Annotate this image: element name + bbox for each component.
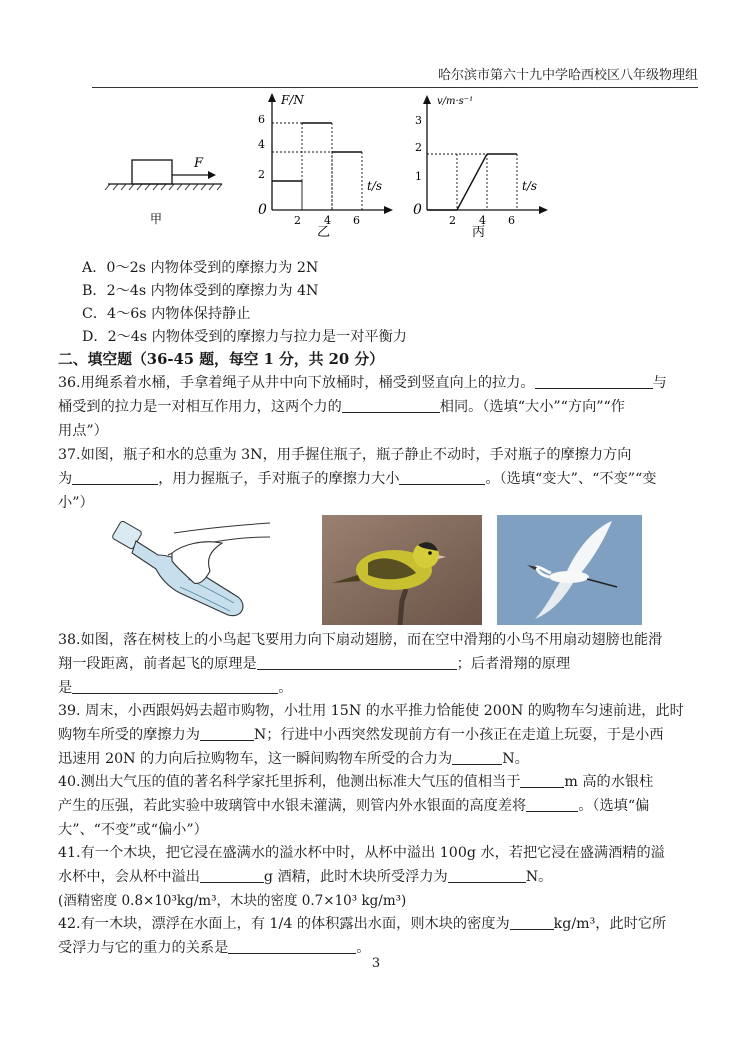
q38-blank2[interactable] — [72, 678, 278, 694]
y-tick-4: 4 — [258, 138, 265, 151]
q40-line3: 大”、“不变”或“偏小”） — [58, 822, 208, 838]
y-axis-label: F/N — [281, 93, 304, 107]
q39-line1: 39. 周末，小西跟妈妈去超市购物，小壮用 15N 的水平推力恰能使 200N 的购物车匀速前进，此时 — [58, 703, 684, 719]
q37-line2: 为 ，用力握瓶子，手对瓶子的摩擦力大小 。（选填“变大”、“不变”“变 — [58, 471, 657, 487]
q41-blank1[interactable] — [200, 867, 264, 883]
q36-line1: 36.用绳系着水桶，手拿着绳子从井中向下放桶时，桶受到竖直向上的拉力。 与 — [58, 375, 667, 391]
q40-line1: 40.测出大气压的值的著名科学家托里拆利，他测出标准大气压的值相当于 m 高的水银柱 — [58, 774, 654, 790]
q39-line2: 购物车所受的摩擦力为 N；行进中小西突然发现前方有一小孩正在走道上玩耍，于是小西 — [58, 727, 664, 743]
x-tick-2: 2 — [294, 214, 301, 227]
y-tick-3: 3 — [415, 114, 422, 127]
q42-blank2[interactable] — [228, 938, 356, 954]
y-tick-2: 2 — [415, 141, 422, 154]
q41-line3: (酒精密度 0.8×10³kg/m³，木块的密度 0.7×10³ kg/m³) — [58, 893, 407, 909]
x-tick-6: 6 — [353, 214, 360, 227]
figure-yi — [255, 90, 405, 240]
gliding-bird-photo — [497, 515, 642, 625]
bottle — [112, 520, 243, 615]
q37-blank1[interactable] — [72, 469, 158, 485]
q38-line2: 翔一段距离，前者起飞的原理是 ；后者滑翔的原理 — [58, 656, 571, 672]
force-label: F — [194, 156, 204, 171]
x-tick-4: 4 — [479, 214, 486, 227]
option-a: A．0～2s 内物体受到的摩擦力为 2N — [82, 260, 319, 276]
q41-line1: 41.有一个木块，把它浸在盛满水的溢水杯中时，从杯中溢出 100g 水，若把它浸在盛满酒精的溢 — [58, 845, 665, 861]
x-axis-arrow — [384, 206, 393, 214]
q42-blank1[interactable] — [510, 914, 554, 930]
q38-line3: 是 。 — [58, 680, 293, 696]
y-axis-arrow — [268, 93, 276, 102]
velocity-segment-1 — [457, 154, 487, 210]
x-axis-arrow — [539, 206, 548, 214]
ground-hatch — [105, 184, 222, 190]
bird-on-branch-photo — [322, 515, 482, 625]
q36-blank2[interactable] — [342, 397, 440, 413]
x-tick-6: 6 — [508, 214, 515, 227]
q36-blank1[interactable] — [535, 373, 653, 389]
bing-marks — [427, 154, 517, 210]
q40-blank1[interactable] — [520, 772, 564, 788]
q36-line2: 桶受到的拉力是一对相互作用力，这两个力的 相同。（选填“大小”“方向”“作 — [58, 399, 625, 415]
q40-line2: 产生的压强，若此实验中玻璃管中水银未灌满，则管内外水银面的高度差将 。（选填“偏 — [58, 798, 650, 814]
option-d: D．2～4s 内物体受到的摩擦力与拉力是一对平衡力 — [82, 329, 407, 345]
figure-jia-label: 甲 — [150, 212, 163, 226]
q37-blank2[interactable] — [399, 469, 485, 485]
block — [132, 160, 172, 184]
page-number: 3 — [371, 956, 381, 971]
option-b: B．2～4s 内物体受到的摩擦力为 4N — [82, 283, 319, 299]
q41-blank2[interactable] — [448, 867, 526, 883]
q39-blank1[interactable] — [200, 725, 254, 741]
x-tick-4: 4 — [324, 214, 331, 227]
y-axis-arrow — [423, 95, 431, 104]
q38-blank1[interactable] — [257, 654, 457, 670]
q40-blank2[interactable] — [526, 796, 578, 812]
y-tick-2: 2 — [258, 168, 265, 181]
origin-label: 0 — [413, 202, 422, 218]
section-title: 二、填空题（36-45 题，每空 1 分，共 20 分） — [58, 351, 384, 368]
x-axis-label: t/s — [522, 179, 538, 193]
q42-line2: 受浮力与它的重力的关系是 。 — [58, 940, 371, 956]
q38-line1: 38.如图，落在树枝上的小鸟起飞要用力向下扇动翅膀，而在空中滑翔的小鸟不用扇动翅膀也能滑 — [58, 632, 663, 648]
q41-line2: 水杯中，会从杯中溢出 g 酒精，此时木块所受浮力为 N。 — [58, 869, 553, 885]
figure-yi-label: 乙 — [317, 225, 331, 240]
q36-line3: 用点”） — [58, 423, 108, 439]
page-header: 哈尔滨市第六十九中学哈西校区八年级物理组 — [92, 64, 698, 88]
q37-line1: 37.如图，瓶子和水的总重为 3N，用手握住瓶子，瓶子静止不动时，手对瓶子的摩擦力方向 — [58, 447, 632, 463]
figure-bing — [410, 90, 560, 240]
option-c: C．4～6s 内物体保持静止 — [82, 306, 251, 322]
y-tick-6: 6 — [258, 113, 265, 126]
bottle-hand-figure — [110, 515, 275, 625]
figure-bing-label: 丙 — [472, 225, 486, 240]
y-axis-label: v/m·s⁻¹ — [437, 96, 474, 107]
force-arrow-head — [208, 171, 216, 179]
q37-line3: 小”） — [58, 495, 94, 511]
q39-line3: 迅速用 20N 的力向后拉购物车，这一瞬间购物车所受的合力为 N。 — [58, 751, 529, 767]
y-tick-1: 1 — [415, 170, 422, 183]
figure-jia — [100, 145, 230, 230]
x-tick-2: 2 — [449, 214, 456, 227]
x-axis-label: t/s — [367, 179, 383, 193]
yi-marks — [272, 123, 362, 210]
origin-label: 0 — [258, 202, 267, 218]
q39-blank2[interactable] — [452, 749, 502, 765]
q42-line1: 42.有一木块，漂浮在水面上，有 1/4 的体积露出水面，则木块的密度为 kg/m³，此时它所 — [58, 916, 667, 932]
